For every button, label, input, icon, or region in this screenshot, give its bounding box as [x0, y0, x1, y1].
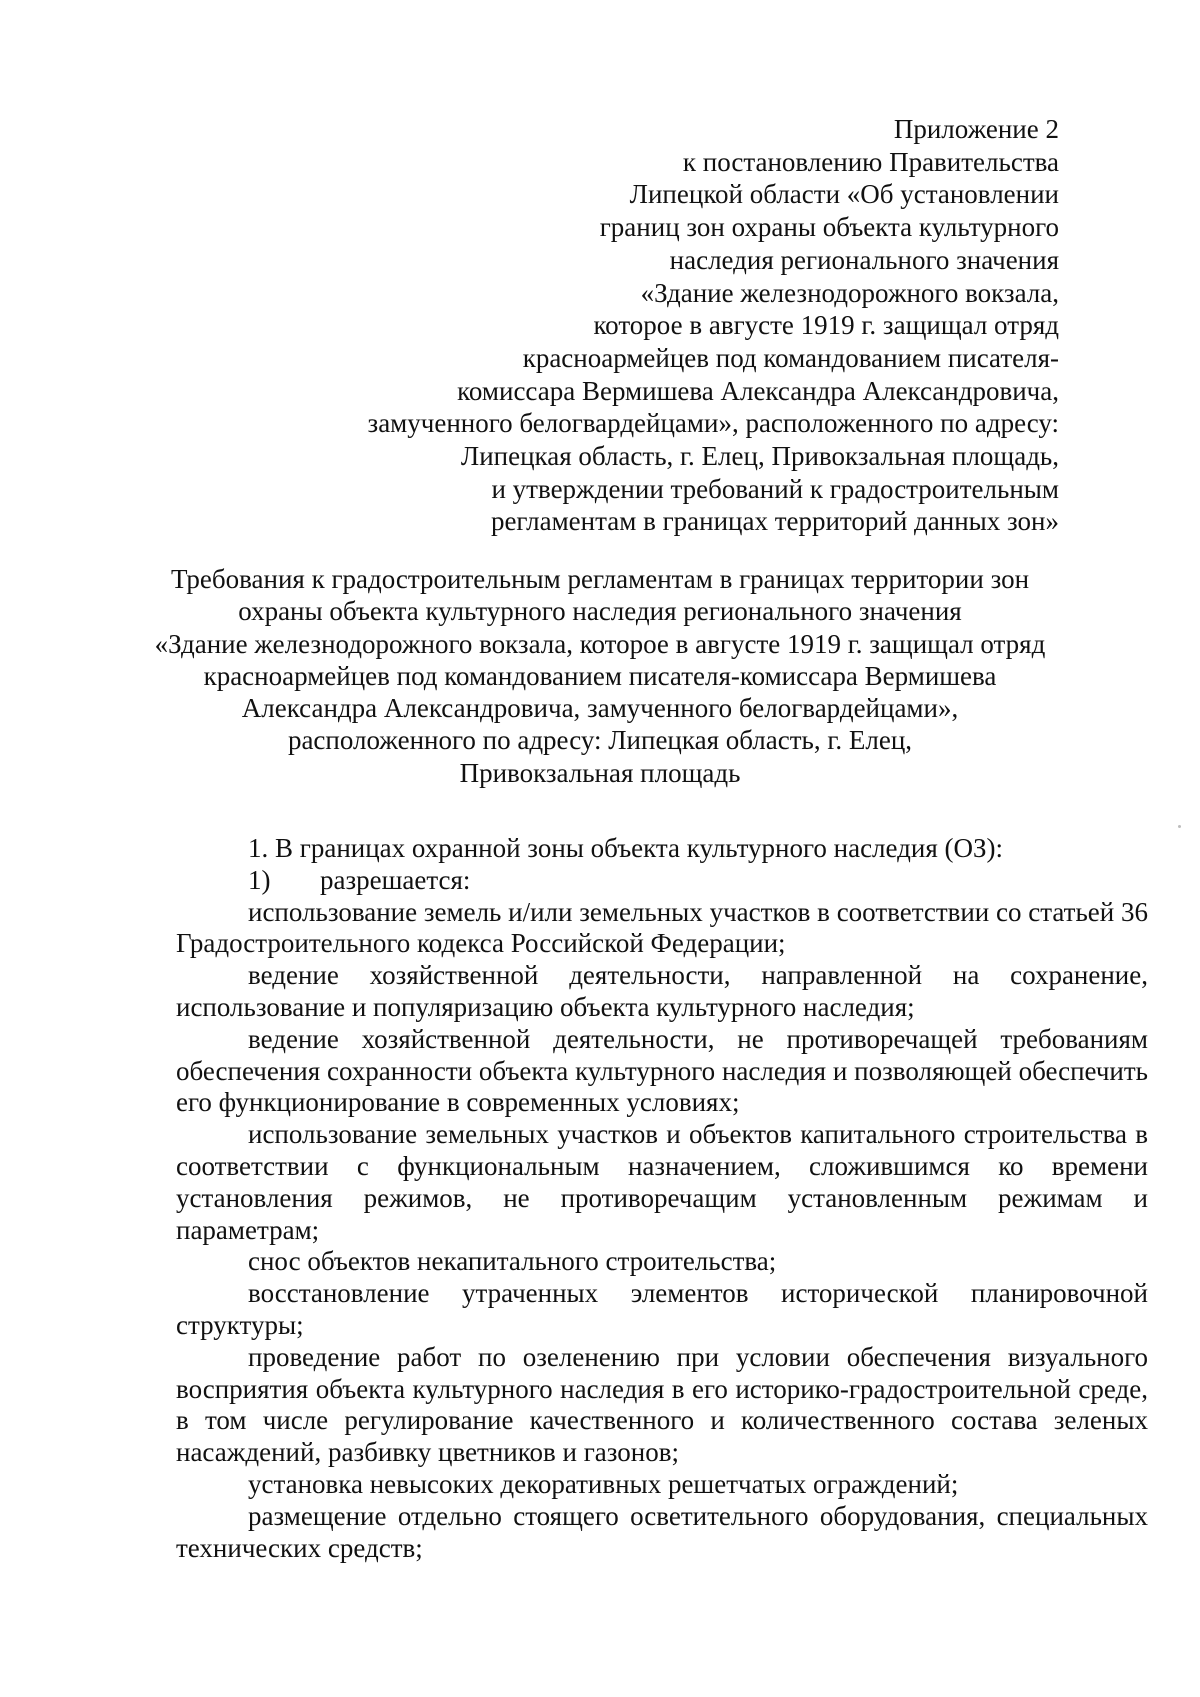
title-line: красноармейцев под командованием писателя-комиссара Вермишева	[203, 660, 997, 691]
paragraph: ведение хозяйственной деятельности, направленной на сохранение, использование и популяризацию объекта культурного наследия;	[176, 960, 1148, 1022]
appendix-line: «Здание железнодорожного вокзала,	[640, 277, 1059, 308]
paragraph: ведение хозяйственной деятельности, не противоречащей требованиям обеспечения сохранности объекта культурного наследия и позволяющей обеспечить его функционирование в современных условиях;	[176, 1023, 1148, 1118]
title-line: Требования к градостроительным регламентам в границах территории зон	[170, 564, 1030, 594]
paragraph: использование земель и/или земельных участков в соответствии со статьей 36 Градостроительного кодекса Российской Федерации;	[176, 896, 1148, 959]
appendix-line: наследия регионального значения	[669, 244, 1059, 275]
appendix-line: регламентам в границах территорий данных зон»	[490, 506, 1059, 537]
paragraph: установка невысоких декоративных решетчатых ограждений;	[248, 1468, 959, 1499]
paragraph: проведение работ по озеленению при условии обеспечения визуального восприятия объекта культурного наследия в его историко-градостроительной среде, в том числе регулирование качественного и количественного состава зеленых насаждений, разбивку цветников и газонов;	[176, 1341, 1148, 1468]
appendix-line: которое в августе 1919 г. защищал отряд	[593, 310, 1059, 341]
appendix-line: комиссара Вермишева Александра Александровича,	[457, 375, 1059, 406]
paragraph: использование земельных участков и объектов капитального строительства в соответствии с функциональным назначением, сложившимся ко времени установления режимов, не противоречащим установленным режимам и параметрам;	[176, 1119, 1148, 1245]
paragraph: размещение отдельно стоящего осветительного оборудования, специальных технических средств;	[176, 1500, 1148, 1563]
appendix-line: Липецкая область, г. Елец, Привокзальная площадь,	[460, 441, 1059, 472]
appendix-header	[259, 113, 1059, 538]
appendix-line: Липецкой области «Об установлении	[629, 179, 1059, 210]
appendix-line: замученного белогвардейцами», расположенного по адресу:	[367, 408, 1059, 439]
title-line: Привокзальная площадь	[459, 757, 741, 788]
title-line: Александра Александровича, замученного белогвардейцами»,	[241, 693, 959, 724]
document-body	[176, 833, 1148, 1564]
appendix-line: Приложение 2	[893, 114, 1059, 144]
title-line: охраны объекта культурного наследия регионального значения	[238, 596, 962, 627]
paragraph: восстановление утраченных элементов исторической планировочной структуры;	[176, 1278, 1148, 1340]
item-label: разрешается:	[320, 864, 471, 895]
document-title	[150, 563, 1050, 789]
appendix-line: красноармейцев под командованием писателя-	[522, 342, 1059, 373]
paragraph: снос объектов некапитального строительства;	[248, 1246, 777, 1277]
numbered-item	[176, 865, 1148, 897]
item-number: 1)	[248, 864, 271, 895]
section-heading: 1. В границах охранной зоны объекта культурного наследия (ОЗ):	[248, 833, 1004, 863]
title-line: «Здание железнодорожного вокзала, которое в августе 1919 г. защищал отряд	[154, 628, 1046, 659]
scan-speck	[1178, 825, 1181, 828]
appendix-line: границ зон охраны объекта культурного	[599, 212, 1059, 243]
appendix-line: и утверждении требований к градостроительным	[491, 473, 1059, 504]
title-line: расположенного по адресу: Липецкая область, г. Елец,	[287, 725, 913, 756]
appendix-line: к постановлению Правительства	[682, 146, 1059, 177]
